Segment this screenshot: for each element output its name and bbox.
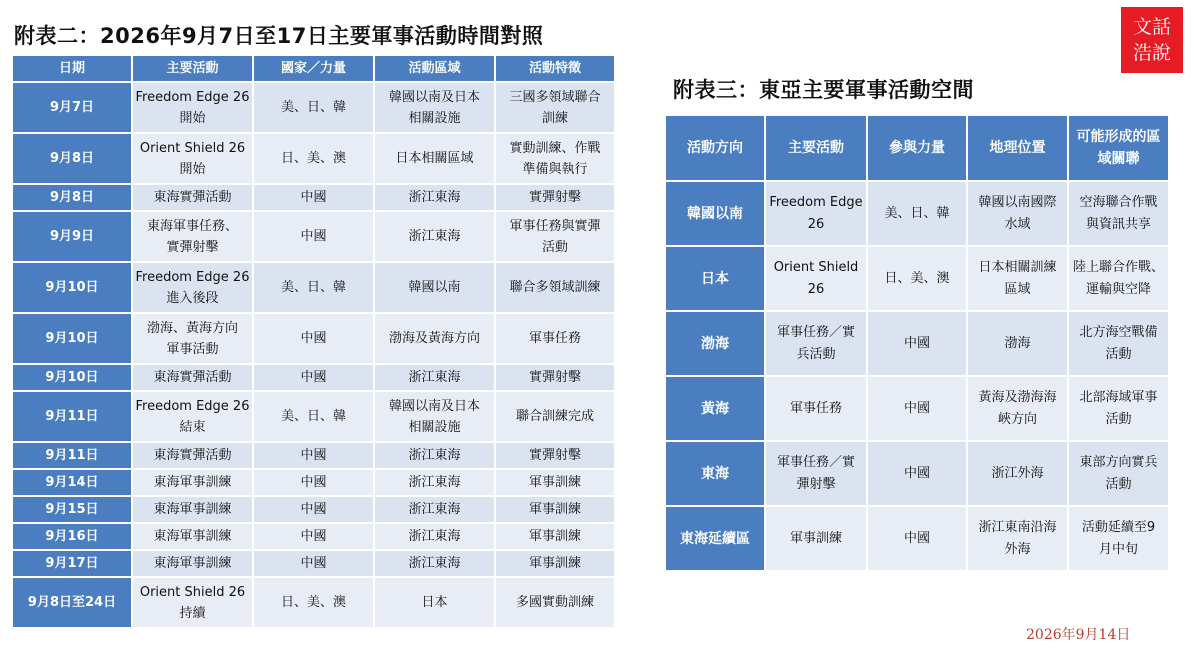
date-cell: 9月7日 xyxy=(12,82,132,133)
activity-cell-text: 軍事任務／實 xyxy=(776,324,855,340)
relation-cell-text: 北方海空戰備 xyxy=(1079,324,1158,340)
activity-cell xyxy=(132,364,253,391)
feature-cell-text: 多國實動訓練 xyxy=(515,595,594,610)
space-row xyxy=(665,311,1169,376)
force-cell: 中國 xyxy=(253,496,374,523)
activity-cell-text: Freedom Edge 26 xyxy=(135,398,250,414)
feature-cell-text: 訓練 xyxy=(541,110,568,126)
activity-cell xyxy=(132,82,253,133)
force-cell: 中國 xyxy=(253,313,374,364)
feature-cell xyxy=(495,82,615,133)
activity-cell xyxy=(132,184,253,211)
region-cell-text: 日本 xyxy=(421,595,448,610)
region-cell xyxy=(374,523,495,550)
location-cell xyxy=(967,376,1068,441)
force-cell: 日、美、澳 xyxy=(253,577,374,628)
relation-cell-text: 月中旬 xyxy=(1098,541,1138,557)
relation-cell xyxy=(1068,376,1169,441)
force-cell: 中國 xyxy=(867,441,967,506)
space-row xyxy=(665,506,1169,571)
force-cell: 中國 xyxy=(253,550,374,577)
feature-cell xyxy=(495,391,615,442)
activity-cell xyxy=(132,496,253,523)
activity-cell-text: Freedom Edge 26 xyxy=(135,89,250,105)
timeline-row xyxy=(12,577,615,628)
direction-cell: 東海 xyxy=(665,441,765,506)
timeline-row xyxy=(12,550,615,577)
feature-cell-text: 軍事訓練 xyxy=(528,502,581,517)
feature-cell-text: 聯合訓練完成 xyxy=(515,409,594,424)
activity-cell-text: Orient Shield 26 xyxy=(139,584,246,600)
region-cell xyxy=(374,469,495,496)
relation-cell-text: 東部方向實兵 xyxy=(1079,454,1158,470)
timeline-row xyxy=(12,391,615,442)
region-cell-text: 浙江東海 xyxy=(408,190,461,205)
force-cell: 中國 xyxy=(867,311,967,376)
direction-cell: 渤海 xyxy=(665,311,765,376)
timeline-row xyxy=(12,364,615,391)
timeline-row xyxy=(12,184,615,211)
publish-date: 2026年9月14日 xyxy=(1026,627,1131,643)
relation-cell-text: 陸上聯合作戰、 xyxy=(1072,259,1164,275)
activity-cell-text: 彈射擊 xyxy=(796,476,836,492)
feature-cell-text: 軍事訓練 xyxy=(528,556,581,571)
force-cell: 美、日、韓 xyxy=(867,181,967,246)
region-cell-text: 浙江東海 xyxy=(408,556,461,571)
timeline-row xyxy=(12,82,615,133)
feature-cell-text: 實彈射擊 xyxy=(528,448,581,463)
space-header-cell xyxy=(1068,115,1169,181)
region-cell-text: 相關設施 xyxy=(408,110,461,126)
activity-cell-text: 軍事任務／實 xyxy=(776,454,855,470)
region-cell-text: 浙江東海 xyxy=(408,370,461,385)
activity-cell-text: 東海軍事訓練 xyxy=(153,556,232,571)
force-cell: 美、日、韓 xyxy=(253,82,374,133)
timeline-header-cell: 國家／力量 xyxy=(253,55,374,82)
force-cell: 中國 xyxy=(253,184,374,211)
date-cell: 9月11日 xyxy=(12,391,132,442)
feature-cell xyxy=(495,313,615,364)
date-cell: 9月8日 xyxy=(12,133,132,184)
location-cell xyxy=(967,506,1068,571)
feature-cell-text: 聯合多領域訓練 xyxy=(509,280,601,295)
activity-cell xyxy=(132,211,253,262)
region-cell-text: 日本相關區域 xyxy=(395,151,474,166)
activity-cell xyxy=(132,313,253,364)
activity-cell xyxy=(132,550,253,577)
space-row xyxy=(665,376,1169,441)
region-cell xyxy=(374,211,495,262)
activity-cell-text: 東海軍事訓練 xyxy=(153,529,232,544)
activity-cell-text: 結束 xyxy=(179,419,206,435)
space-row xyxy=(665,441,1169,506)
region-cell xyxy=(374,82,495,133)
feature-cell xyxy=(495,364,615,391)
force-cell: 美、日、韓 xyxy=(253,262,374,313)
timeline-header-cell: 活動特徵 xyxy=(495,55,615,82)
location-cell-text: 浙江東南沿海 xyxy=(978,519,1057,535)
activity-cell-text: Freedom Edge 26 xyxy=(135,269,250,285)
activity-cell-text: Orient Shield 26 xyxy=(139,140,246,156)
region-cell xyxy=(374,391,495,442)
force-cell: 中國 xyxy=(253,469,374,496)
space-header-cell-text: 主要活動 xyxy=(788,140,844,156)
force-cell: 中國 xyxy=(253,364,374,391)
timeline-row xyxy=(12,262,615,313)
date-cell: 9月10日 xyxy=(12,262,132,313)
region-cell xyxy=(374,133,495,184)
location-cell-text: 渤海 xyxy=(1004,335,1031,351)
feature-cell xyxy=(495,496,615,523)
feature-cell-text: 三國多領域聯合 xyxy=(509,89,601,105)
date-cell: 9月16日 xyxy=(12,523,132,550)
relation-cell-text: 活動 xyxy=(1105,346,1132,362)
stamp-line-1: 文話 xyxy=(1132,16,1171,38)
activity-cell xyxy=(765,246,867,311)
relation-cell xyxy=(1068,181,1169,246)
activity-cell-text: 開始 xyxy=(179,110,206,126)
relation-cell-text: 空海聯合作戰 xyxy=(1079,194,1158,210)
region-cell-text: 浙江東海 xyxy=(408,229,461,244)
relation-cell-text: 活動 xyxy=(1105,411,1132,427)
location-cell xyxy=(967,246,1068,311)
region-cell xyxy=(374,313,495,364)
force-cell: 美、日、韓 xyxy=(253,391,374,442)
direction-cell: 黃海 xyxy=(665,376,765,441)
timeline-row xyxy=(12,442,615,469)
feature-cell xyxy=(495,262,615,313)
relation-cell xyxy=(1068,441,1169,506)
feature-cell-text: 軍事任務 xyxy=(528,331,581,346)
region-cell-text: 韓國以南及日本 xyxy=(388,89,480,105)
feature-cell-text: 軍事訓練 xyxy=(528,529,581,544)
date-cell: 9月17日 xyxy=(12,550,132,577)
space-header-cell xyxy=(765,115,867,181)
relation-cell-text: 運輸與空降 xyxy=(1085,281,1151,297)
region-cell-text: 浙江東海 xyxy=(408,529,461,544)
feature-cell xyxy=(495,442,615,469)
space-header-row xyxy=(665,115,1169,181)
feature-cell xyxy=(495,469,615,496)
feature-cell-text: 活動 xyxy=(541,239,568,255)
region-cell xyxy=(374,184,495,211)
region-cell-text: 浙江東海 xyxy=(408,502,461,517)
timeline-header-cell: 日期 xyxy=(12,55,132,82)
space-header-cell-text: 參與力量 xyxy=(889,140,945,156)
activity-cell-text: 東海軍事訓練 xyxy=(153,502,232,517)
timeline-table xyxy=(11,54,616,629)
location-cell-text: 峽方向 xyxy=(997,411,1037,427)
location-cell-text: 外海 xyxy=(1004,541,1031,557)
relation-cell-text: 活動延續至9 xyxy=(1081,519,1156,535)
activity-cell-text: 東海實彈活動 xyxy=(153,370,232,385)
brand-stamp-logo xyxy=(1121,7,1183,73)
feature-cell xyxy=(495,523,615,550)
location-cell-text: 浙江外海 xyxy=(991,465,1044,481)
space-header-cell-text: 活動方向 xyxy=(687,140,743,156)
space-header-cell-text: 域關聯 xyxy=(1097,151,1140,167)
location-cell-text: 日本相關訓練 xyxy=(978,259,1057,275)
activity-cell xyxy=(765,376,867,441)
activity-cell xyxy=(132,133,253,184)
table-2-title: 附表二：2026年9月7日至17日主要軍事活動時間對照 xyxy=(14,24,544,48)
feature-cell xyxy=(495,133,615,184)
feature-cell-text: 軍事任務與實彈 xyxy=(509,218,601,234)
activity-cell-text: 實彈射擊 xyxy=(166,239,219,255)
activity-cell xyxy=(132,391,253,442)
region-cell xyxy=(374,442,495,469)
force-cell: 中國 xyxy=(253,442,374,469)
feature-cell xyxy=(495,550,615,577)
activity-cell-text: 軍事活動 xyxy=(166,341,219,357)
location-cell-text: 韓國以南國際 xyxy=(978,194,1057,210)
feature-cell-text: 實彈射擊 xyxy=(528,370,581,385)
activity-cell xyxy=(765,506,867,571)
activity-cell-text: 東海軍事任務、 xyxy=(146,218,238,234)
activity-cell-text: 開始 xyxy=(179,161,206,177)
activity-cell xyxy=(132,577,253,628)
space-header-cell-text: 地理位置 xyxy=(989,140,1046,156)
feature-cell xyxy=(495,211,615,262)
timeline-row xyxy=(12,211,615,262)
region-cell xyxy=(374,577,495,628)
activity-cell-text: 進入後段 xyxy=(166,290,219,306)
force-cell: 中國 xyxy=(253,211,374,262)
relation-cell-text: 北部海域軍事 xyxy=(1079,389,1158,405)
date-cell: 9月8日 xyxy=(12,184,132,211)
activity-cell-text: 兵活動 xyxy=(796,346,836,362)
relation-cell xyxy=(1068,311,1169,376)
region-cell xyxy=(374,496,495,523)
activity-cell xyxy=(765,181,867,246)
space-header-cell xyxy=(867,115,967,181)
activity-cell-text: 東海實彈活動 xyxy=(153,448,232,463)
activity-cell-text: 渤海、黃海方向 xyxy=(146,320,238,336)
location-cell xyxy=(967,441,1068,506)
location-cell xyxy=(967,311,1068,376)
activity-cell-text: 持續 xyxy=(179,605,206,621)
region-cell xyxy=(374,262,495,313)
date-cell: 9月10日 xyxy=(12,313,132,364)
table-3-title: 附表三：東亞主要軍事活動空間 xyxy=(673,78,974,102)
date-cell: 9月9日 xyxy=(12,211,132,262)
space-header-cell xyxy=(967,115,1068,181)
activity-cell-text: 軍事訓練 xyxy=(789,530,842,546)
activity-cell xyxy=(132,262,253,313)
activity-cell xyxy=(132,469,253,496)
force-cell: 日、美、澳 xyxy=(253,133,374,184)
activity-cell-text: Freedom Edge xyxy=(769,194,863,210)
force-cell: 中國 xyxy=(867,376,967,441)
relation-cell-text: 活動 xyxy=(1105,476,1132,492)
region-cell-text: 相關設施 xyxy=(408,419,461,435)
region-cell xyxy=(374,550,495,577)
region-cell-text: 韓國以南 xyxy=(408,280,461,295)
activity-cell-text: 26 xyxy=(807,281,825,297)
feature-cell-text: 實動訓練、作戰 xyxy=(509,140,601,156)
relation-cell xyxy=(1068,246,1169,311)
activity-cell-text: 26 xyxy=(807,216,825,232)
force-cell: 日、美、澳 xyxy=(867,246,967,311)
location-cell-text: 水域 xyxy=(1004,216,1031,232)
region-cell-text: 浙江東海 xyxy=(408,475,461,490)
direction-cell: 韓國以南 xyxy=(665,181,765,246)
direction-cell: 東海延續區 xyxy=(665,506,765,571)
timeline-header-cell: 活動區域 xyxy=(374,55,495,82)
relation-cell xyxy=(1068,506,1169,571)
feature-cell-text: 準備與執行 xyxy=(522,161,588,177)
activity-cell-text: 軍事任務 xyxy=(789,400,842,416)
stamp-line-2: 浩說 xyxy=(1132,42,1171,64)
location-cell-text: 區域 xyxy=(1004,281,1031,297)
force-cell: 中國 xyxy=(253,523,374,550)
space-row xyxy=(665,181,1169,246)
space-table xyxy=(664,114,1170,572)
date-cell: 9月11日 xyxy=(12,442,132,469)
location-cell xyxy=(967,181,1068,246)
timeline-header-cell: 主要活動 xyxy=(132,55,253,82)
timeline-row xyxy=(12,133,615,184)
date-cell: 9月15日 xyxy=(12,496,132,523)
timeline-row xyxy=(12,313,615,364)
feature-cell-text: 實彈射擊 xyxy=(528,190,581,205)
date-cell: 9月14日 xyxy=(12,469,132,496)
region-cell-text: 韓國以南及日本 xyxy=(388,398,480,414)
relation-cell-text: 與資訊共享 xyxy=(1085,216,1151,232)
activity-cell-text: Orient Shield xyxy=(773,259,859,275)
region-cell-text: 浙江東海 xyxy=(408,448,461,463)
space-row xyxy=(665,246,1169,311)
date-cell: 9月8日至24日 xyxy=(12,577,132,628)
date-cell: 9月10日 xyxy=(12,364,132,391)
activity-cell xyxy=(765,441,867,506)
region-cell-text: 渤海及黃海方向 xyxy=(388,331,480,346)
feature-cell xyxy=(495,577,615,628)
feature-cell xyxy=(495,184,615,211)
activity-cell xyxy=(132,523,253,550)
activity-cell-text: 東海軍事訓練 xyxy=(153,475,232,490)
feature-cell-text: 軍事訓練 xyxy=(528,475,581,490)
timeline-row xyxy=(12,469,615,496)
location-cell-text: 黃海及渤海海 xyxy=(978,389,1057,405)
region-cell xyxy=(374,364,495,391)
timeline-row xyxy=(12,496,615,523)
activity-cell xyxy=(765,311,867,376)
timeline-header-row xyxy=(12,55,615,82)
direction-cell: 日本 xyxy=(665,246,765,311)
timeline-row xyxy=(12,523,615,550)
activity-cell xyxy=(132,442,253,469)
activity-cell-text: 東海實彈活動 xyxy=(153,190,232,205)
space-header-cell-text: 可能形成的區 xyxy=(1076,129,1161,145)
force-cell: 中國 xyxy=(867,506,967,571)
space-header-cell xyxy=(665,115,765,181)
